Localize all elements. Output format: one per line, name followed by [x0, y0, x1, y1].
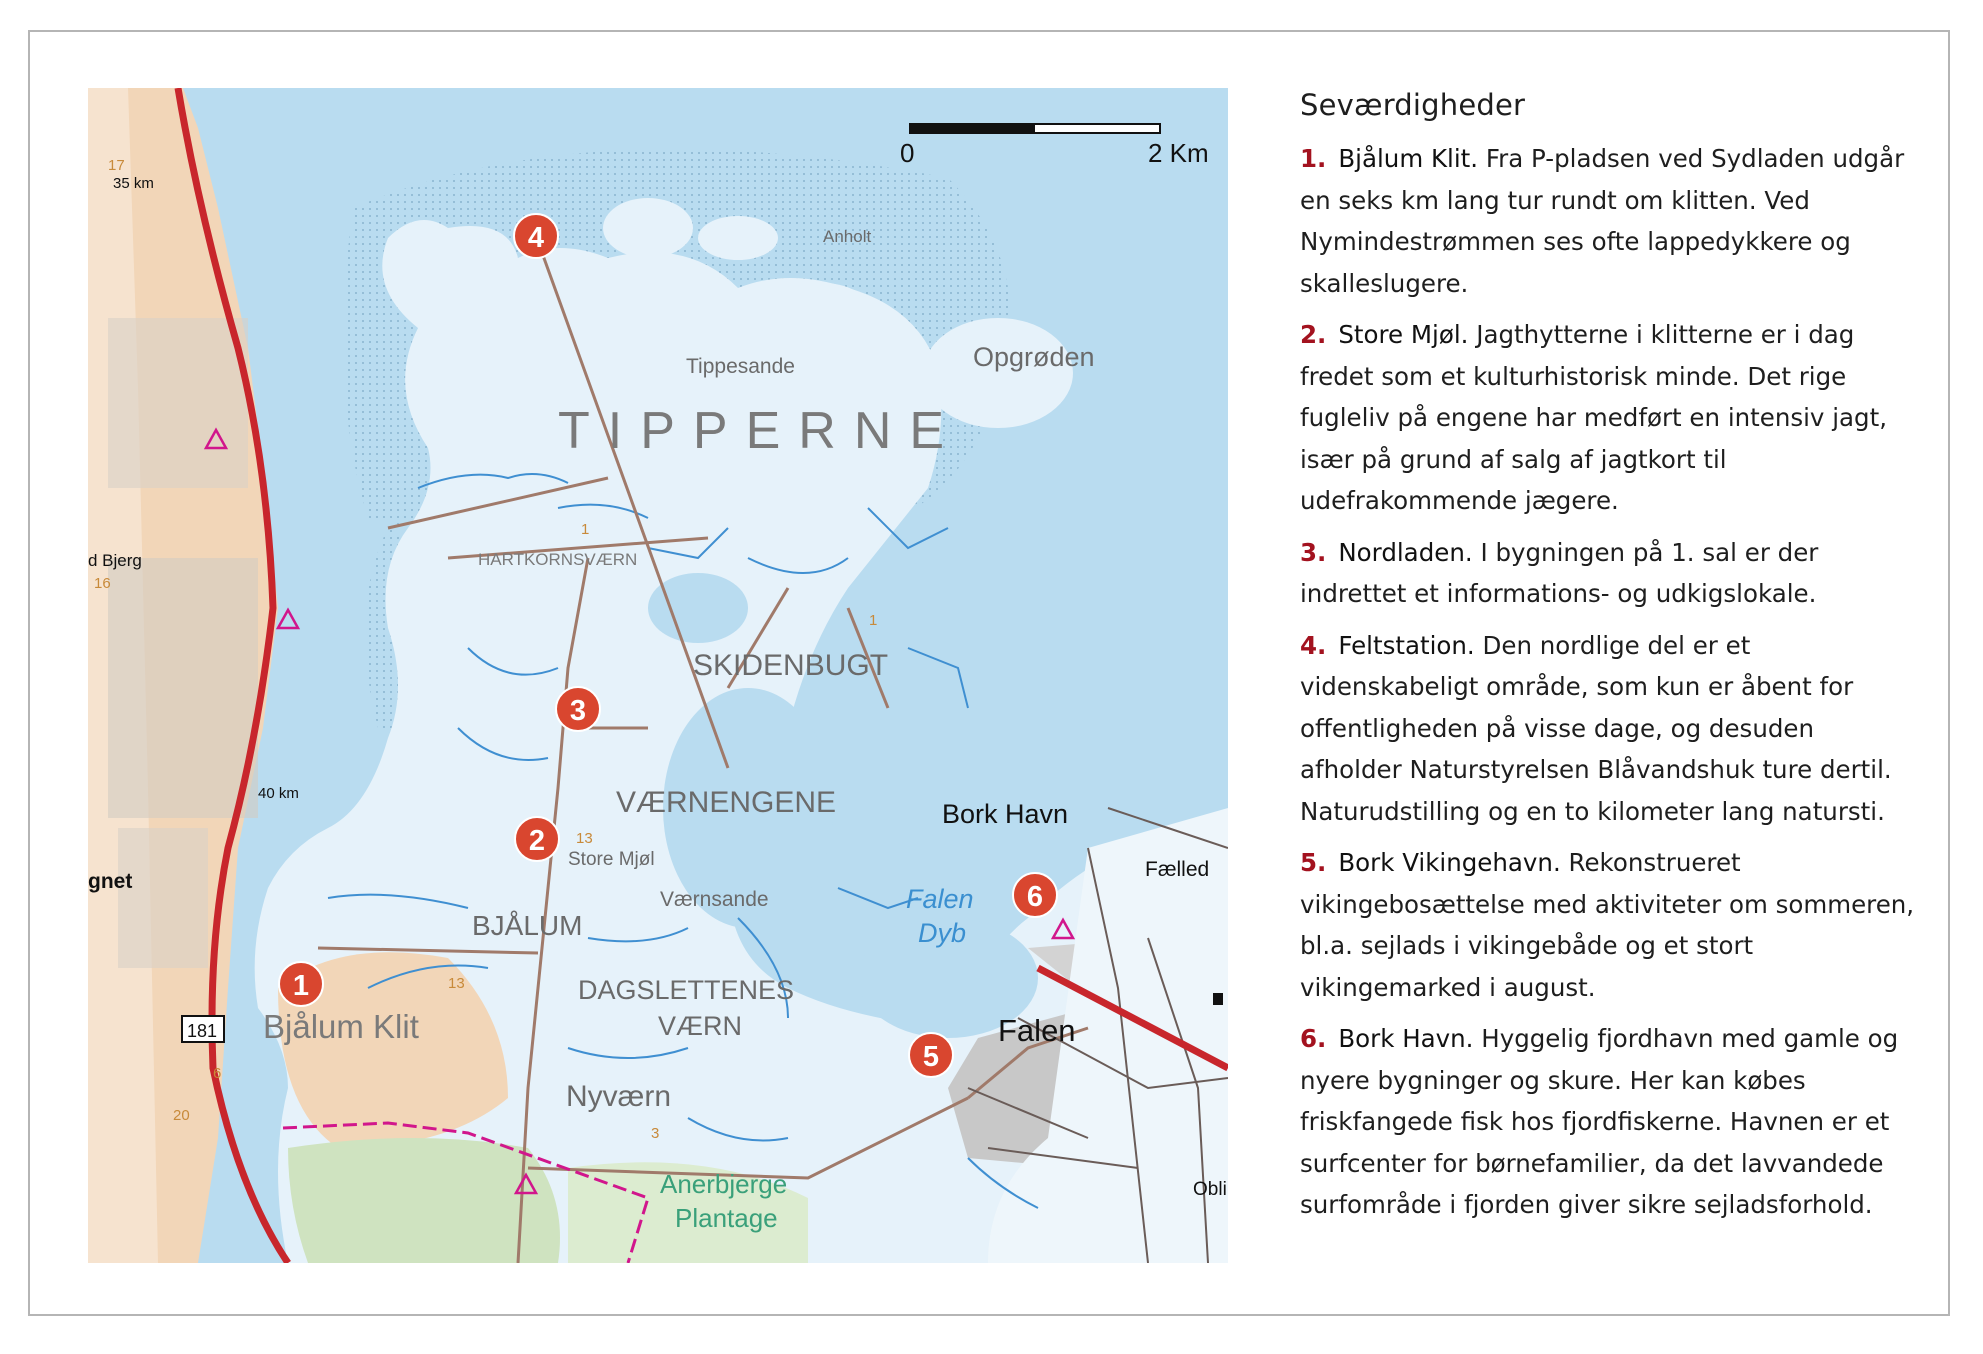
label-falen: Falen	[998, 1013, 1076, 1048]
label-plantage: Plantage	[675, 1203, 778, 1233]
sight-item-2	[1300, 314, 1920, 522]
sight-4-text: Den nordlige del er et videnskabeligt område, som kun er åbent for offentligheden på visse dage, og desuden afholder Naturstyrelsen Blåvandshuk ture dertil. Naturudstilling og en to kilometer lang natursti.	[1300, 630, 1892, 826]
elev-6: 6	[213, 1065, 222, 1082]
sight-5-title: Bork Vikingehavn.	[1338, 848, 1561, 877]
label-bjalum: BJÅLUM	[472, 910, 583, 941]
label-bjerg: d Bjerg	[88, 551, 142, 570]
island-opgroden	[768, 283, 878, 363]
label-vaern: VÆRN	[658, 1011, 743, 1041]
sight-5-number: 5.	[1300, 848, 1327, 877]
sight-item-1	[1300, 138, 1920, 304]
sight-4-title: Feltstation.	[1338, 630, 1475, 660]
label-bjalum-klit: Bjålum Klit	[263, 1008, 419, 1045]
marker-3-label: 3	[569, 695, 587, 727]
sight-3-number: 3.	[1300, 537, 1327, 567]
label-vaernengene: VÆRNENGENE	[616, 786, 837, 819]
label-obli: Obli	[1193, 1179, 1227, 1200]
label-gnet: gnet	[88, 870, 133, 893]
marker-2-label: 2	[528, 825, 546, 857]
label-skidenbugt: SKIDENBUGT	[693, 649, 889, 682]
label-anerbjerge: Anerbjerge	[660, 1169, 788, 1199]
church-icon	[1213, 993, 1223, 1005]
sight-1-number: 1.	[1300, 144, 1327, 173]
sight-6-number: 6.	[1300, 1024, 1327, 1053]
scale-label-start: 0	[900, 138, 915, 168]
marker-3[interactable]	[556, 687, 600, 731]
km-40-label: 40 km	[258, 785, 299, 802]
marker-5-label: 5	[922, 1041, 940, 1073]
town-mid	[108, 558, 258, 818]
scale-label-end: 2 Km	[1148, 138, 1209, 168]
marker-2[interactable]	[515, 817, 559, 861]
elev-13b: 13	[576, 830, 593, 847]
km-35-label: 35 km	[113, 175, 154, 192]
label-tippesande: Tippesande	[686, 355, 795, 378]
label-falen-dyb-1: Falen	[906, 884, 974, 914]
sight-4-number: 4.	[1300, 630, 1327, 660]
scale-bar	[910, 124, 1160, 133]
elev-1b: 1	[869, 612, 878, 629]
marker-4-label: 4	[527, 222, 545, 254]
label-bork-havn: Bork Havn	[942, 799, 1069, 829]
sight-6-title: Bork Havn.	[1338, 1024, 1474, 1053]
label-anholt: Anholt	[823, 227, 872, 246]
sight-3-title: Nordladen.	[1338, 537, 1473, 567]
sight-2-title: Store Mjøl.	[1338, 320, 1469, 349]
sight-1-title: Bjålum Klit.	[1338, 144, 1479, 173]
marker-5[interactable]	[909, 1033, 953, 1077]
town-north	[108, 318, 248, 488]
sight-1-text: Fra P-pladsen ved Sydladen udgår en seks km lang tur rundt om klitten. Ved Nymindestrømmen ses ofte lappedykkere og skalleslugere.	[1300, 144, 1905, 298]
elev-13a: 13	[448, 975, 465, 992]
label-store-mjol: Store Mjøl	[568, 849, 655, 870]
label-dagslettenes: DAGSLETTENES	[578, 975, 795, 1005]
label-vaernsande: Værnsande	[660, 888, 769, 911]
map[interactable]	[88, 88, 1228, 1263]
elev-16: 16	[94, 575, 111, 592]
road-number: 181	[187, 1021, 218, 1041]
label-nyvaern: Nyværn	[566, 1080, 672, 1113]
elev-3: 3	[651, 1125, 660, 1142]
sight-3-text: I bygningen på 1. sal er der indrettet et informations- og udkigslokale.	[1300, 537, 1819, 608]
sight-item-3	[1300, 532, 1920, 615]
sights-panel	[1300, 88, 1920, 1236]
marker-1[interactable]	[279, 962, 323, 1006]
marker-6[interactable]	[1013, 873, 1057, 917]
label-falen-dyb-2: Dyb	[918, 918, 967, 948]
marker-1-label: 1	[292, 970, 310, 1002]
label-hartkornsvaern: HARTKORNSVÆRN	[478, 550, 638, 569]
sight-5-text: Rekonstrueret vikingebosættelse med aktiviteter om sommeren, bl.a. sejlads i vikingebåde og et stort vikingemarked i august.	[1300, 848, 1915, 1002]
sight-2-number: 2.	[1300, 320, 1327, 349]
sight-item-4	[1300, 625, 1920, 833]
map-canvas	[88, 88, 1228, 1263]
marker-4[interactable]	[514, 214, 558, 258]
panel-heading: Seværdigheder	[1300, 88, 1526, 122]
town-south	[118, 828, 208, 968]
sight-item-6	[1300, 1018, 1920, 1226]
marker-6-label: 6	[1026, 881, 1044, 913]
label-opgroden: Opgrøden	[973, 342, 1095, 372]
elev-1a: 1	[581, 521, 590, 538]
sight-item-5	[1300, 842, 1920, 1008]
sight-2-text: Jagthytterne i klitterne er i dag fredet som et kulturhistorisk minde. Det rige fugleliv på engene har medført en intensiv jagt, især på grund af salg af jagtkort til udefrakommende jægere.	[1300, 320, 1887, 515]
island-anholt	[603, 198, 693, 258]
label-tipperne: TIPPERNE	[558, 402, 963, 460]
elev-17: 17	[108, 157, 125, 174]
label-faelled: Fælled	[1145, 858, 1210, 881]
sight-6-text: Hyggelig fjordhavn med gamle og nyere bygninger og skure. Her kan købes friskfangede fisk hos fjordfiskerne. Havnen er et surfcenter for børnefamilier, da det lavvandede surfområde i fjorden giver sikre sejladsforhold.	[1300, 1024, 1899, 1219]
island-east	[698, 216, 778, 260]
elev-20: 20	[173, 1107, 190, 1124]
